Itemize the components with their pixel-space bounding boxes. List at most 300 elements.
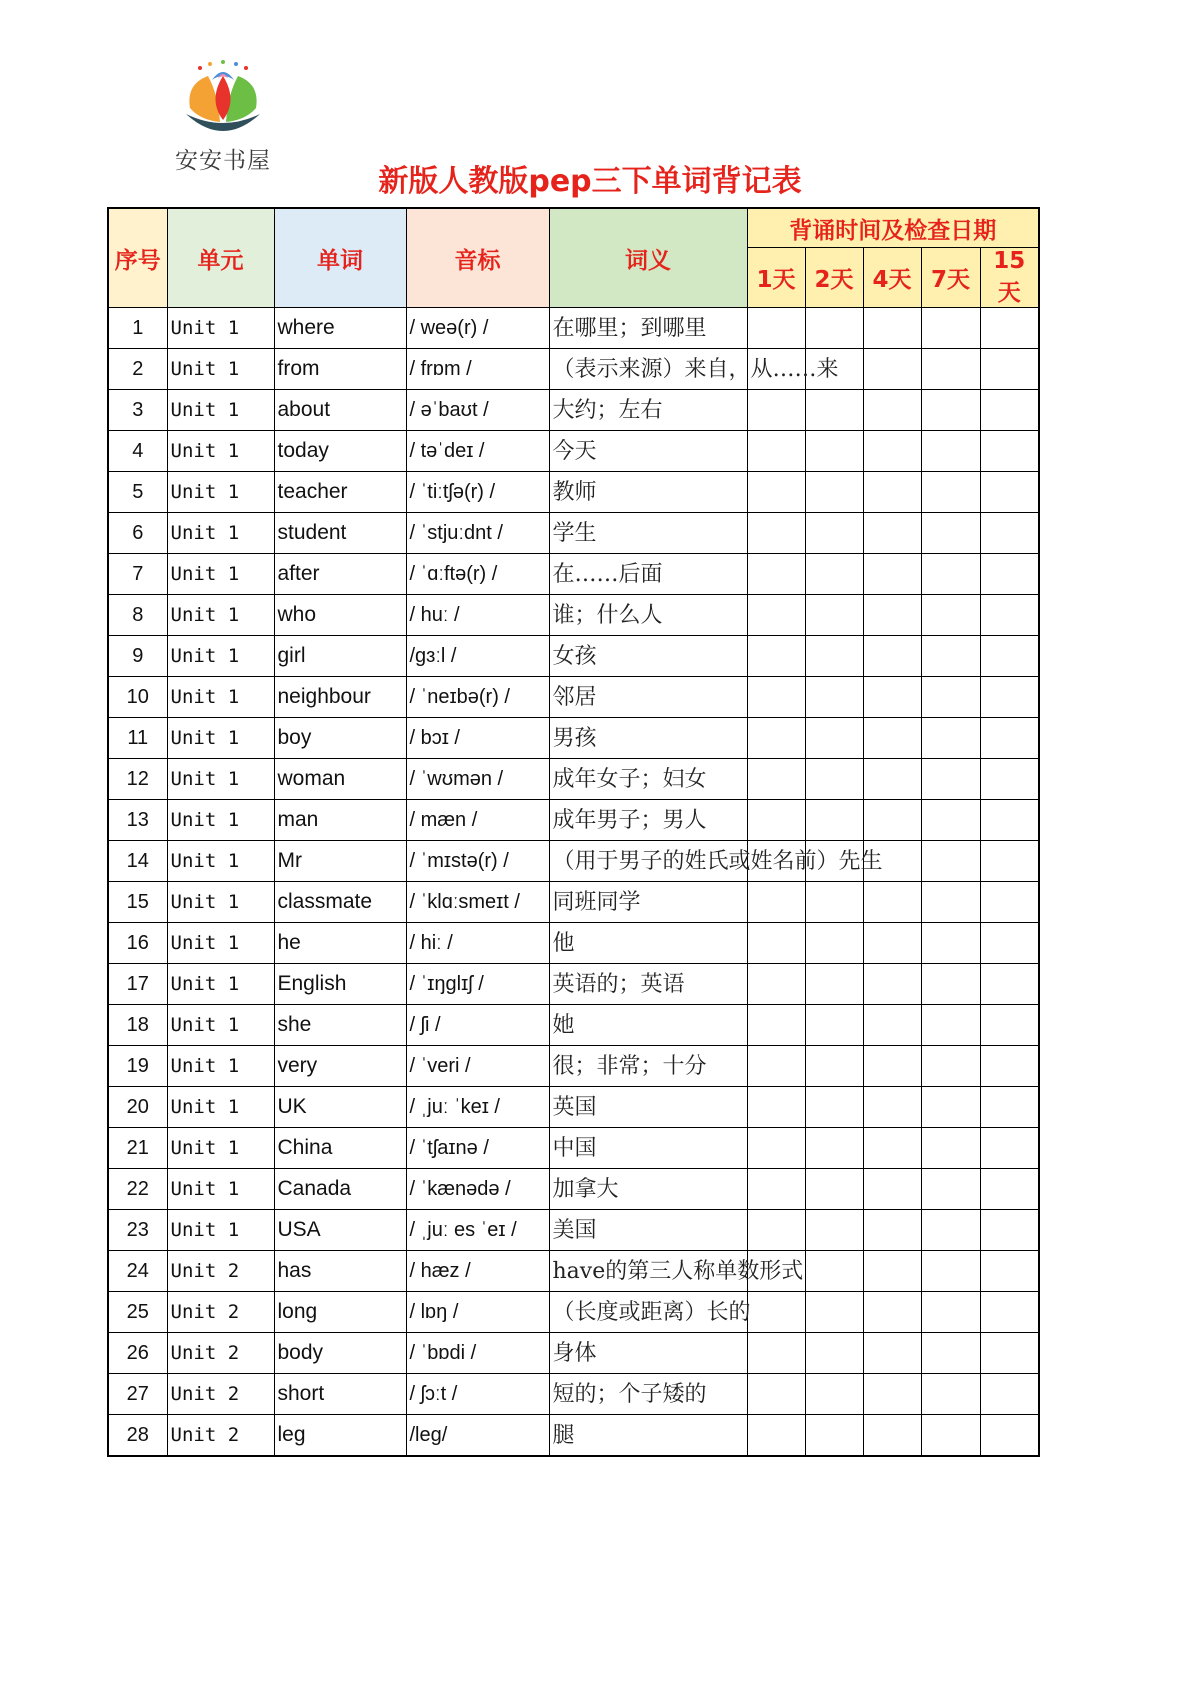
meaning-cell: 英语的；英语	[549, 964, 747, 1005]
row-number: 28	[108, 1415, 167, 1457]
unit-cell: Unit 1	[167, 759, 274, 800]
table-row	[108, 472, 1039, 513]
row-number: 26	[108, 1333, 167, 1374]
review-check-cell	[805, 1333, 863, 1374]
meaning-cell: 身体	[549, 1333, 747, 1374]
header-word: 单词	[274, 208, 406, 308]
table-row	[108, 513, 1039, 554]
table-row	[108, 636, 1039, 677]
row-number: 1	[108, 308, 167, 349]
review-check-cell	[980, 882, 1039, 923]
word-cell: very	[274, 1046, 406, 1087]
table-row	[108, 1005, 1039, 1046]
review-check-cell	[747, 1005, 805, 1046]
word-cell: boy	[274, 718, 406, 759]
review-check-cell	[863, 677, 921, 718]
review-check-cell	[805, 1087, 863, 1128]
table-row	[108, 554, 1039, 595]
row-number: 22	[108, 1169, 167, 1210]
review-check-cell	[805, 472, 863, 513]
review-check-cell	[747, 718, 805, 759]
review-check-cell	[921, 1374, 980, 1415]
review-check-cell	[747, 390, 805, 431]
phonetic-cell: / ˈklɑːsmeɪt /	[406, 882, 549, 923]
phonetic-cell: / lɒŋ /	[406, 1292, 549, 1333]
row-number: 7	[108, 554, 167, 595]
unit-cell: Unit 1	[167, 964, 274, 1005]
review-check-cell	[747, 1046, 805, 1087]
unit-cell: Unit 1	[167, 1005, 274, 1046]
table-row	[108, 1251, 1039, 1292]
word-cell: Mr	[274, 841, 406, 882]
logo-text: 安安书屋	[175, 148, 271, 174]
meaning-cell: 她	[549, 1005, 747, 1046]
review-check-cell	[980, 1005, 1039, 1046]
meaning-cell: （用于男子的姓氏或姓名前）先生	[549, 841, 747, 882]
review-check-cell	[980, 1374, 1039, 1415]
phonetic-cell: / ˌjuː es ˈeɪ /	[406, 1210, 549, 1251]
row-number: 16	[108, 923, 167, 964]
phonetic-cell: / ˈkænədə /	[406, 1169, 549, 1210]
unit-cell: Unit 1	[167, 472, 274, 513]
review-check-cell	[805, 759, 863, 800]
review-check-cell	[921, 882, 980, 923]
unit-cell: Unit 1	[167, 308, 274, 349]
row-number: 17	[108, 964, 167, 1005]
review-check-cell	[921, 1087, 980, 1128]
unit-cell: Unit 1	[167, 718, 274, 759]
meaning-cell: 大约；左右	[549, 390, 747, 431]
review-check-cell	[805, 554, 863, 595]
row-number: 6	[108, 513, 167, 554]
unit-cell: Unit 1	[167, 882, 274, 923]
review-check-cell	[747, 759, 805, 800]
phonetic-cell: / hiː /	[406, 923, 549, 964]
phonetic-cell: / əˈbaʊt /	[406, 390, 549, 431]
unit-cell: Unit 1	[167, 349, 274, 390]
unit-cell: Unit 1	[167, 554, 274, 595]
word-cell: has	[274, 1251, 406, 1292]
phonetic-cell: / ˈstjuːdnt /	[406, 513, 549, 554]
meaning-cell: （长度或距离）长的	[549, 1292, 747, 1333]
unit-cell: Unit 2	[167, 1251, 274, 1292]
phonetic-cell: / ˈveri /	[406, 1046, 549, 1087]
review-check-cell	[805, 800, 863, 841]
review-check-cell	[805, 636, 863, 677]
word-cell: about	[274, 390, 406, 431]
row-number: 15	[108, 882, 167, 923]
review-check-cell	[863, 1169, 921, 1210]
word-cell: English	[274, 964, 406, 1005]
word-cell: from	[274, 349, 406, 390]
review-check-cell	[921, 1292, 980, 1333]
unit-cell: Unit 1	[167, 1087, 274, 1128]
review-check-cell	[980, 800, 1039, 841]
word-cell: classmate	[274, 882, 406, 923]
review-check-cell	[921, 513, 980, 554]
review-check-cell	[805, 923, 863, 964]
meaning-cell: 中国	[549, 1128, 747, 1169]
vocabulary-table	[107, 207, 1040, 1457]
phonetic-cell: / ʃi /	[406, 1005, 549, 1046]
review-check-cell	[921, 964, 980, 1005]
review-check-cell	[805, 1210, 863, 1251]
review-check-cell	[805, 1374, 863, 1415]
row-number: 9	[108, 636, 167, 677]
meaning-cell: 谁；什么人	[549, 595, 747, 636]
review-check-cell	[980, 1292, 1039, 1333]
review-check-cell	[980, 1087, 1039, 1128]
page-title: 新版人教版pep三下单词背记表	[378, 164, 802, 199]
review-check-cell	[921, 1333, 980, 1374]
meaning-cell: 加拿大	[549, 1169, 747, 1210]
phonetic-cell: / ˈtiːtʃə(r) /	[406, 472, 549, 513]
review-check-cell	[863, 1087, 921, 1128]
unit-cell: Unit 1	[167, 841, 274, 882]
table-row	[108, 1169, 1039, 1210]
review-check-cell	[805, 1046, 863, 1087]
word-cell: UK	[274, 1087, 406, 1128]
table-row	[108, 1210, 1039, 1251]
review-check-cell	[863, 964, 921, 1005]
table-row	[108, 1046, 1039, 1087]
unit-cell: Unit 1	[167, 595, 274, 636]
review-check-cell	[863, 595, 921, 636]
word-cell: teacher	[274, 472, 406, 513]
unit-cell: Unit 2	[167, 1292, 274, 1333]
review-check-cell	[747, 882, 805, 923]
review-check-cell	[863, 1128, 921, 1169]
row-number: 21	[108, 1128, 167, 1169]
review-check-cell	[863, 1005, 921, 1046]
review-check-cell	[863, 390, 921, 431]
table-row	[108, 1374, 1039, 1415]
review-check-cell	[980, 349, 1039, 390]
table-row	[108, 800, 1039, 841]
table-row	[108, 349, 1039, 390]
review-check-cell	[863, 1210, 921, 1251]
unit-cell: Unit 1	[167, 636, 274, 677]
review-check-cell	[921, 1128, 980, 1169]
header-day-7: 7天	[921, 248, 980, 308]
phonetic-cell: / ʃɔːt /	[406, 1374, 549, 1415]
review-check-cell	[980, 595, 1039, 636]
review-check-cell	[921, 636, 980, 677]
phonetic-cell: / hæz /	[406, 1251, 549, 1292]
review-check-cell	[980, 759, 1039, 800]
row-number: 11	[108, 718, 167, 759]
review-check-cell	[980, 677, 1039, 718]
review-check-cell	[747, 1292, 805, 1333]
phonetic-cell: / ˈɑːftə(r) /	[406, 554, 549, 595]
word-cell: where	[274, 308, 406, 349]
word-cell: she	[274, 1005, 406, 1046]
table-row	[108, 718, 1039, 759]
unit-cell: Unit 1	[167, 1128, 274, 1169]
table-row	[108, 431, 1039, 472]
review-check-cell	[921, 1005, 980, 1046]
review-check-cell	[747, 677, 805, 718]
review-check-cell	[747, 1374, 805, 1415]
word-cell: who	[274, 595, 406, 636]
review-check-cell	[921, 349, 980, 390]
review-check-cell	[863, 554, 921, 595]
review-check-cell	[980, 718, 1039, 759]
row-number: 2	[108, 349, 167, 390]
review-check-cell	[747, 1087, 805, 1128]
header-review-schedule: 背诵时间及检查日期	[747, 208, 1039, 248]
phonetic-cell: / ˌjuː ˈkeɪ /	[406, 1087, 549, 1128]
row-number: 24	[108, 1251, 167, 1292]
review-check-cell	[805, 677, 863, 718]
unit-cell: Unit 2	[167, 1415, 274, 1457]
row-number: 19	[108, 1046, 167, 1087]
unit-cell: Unit 2	[167, 1333, 274, 1374]
word-cell: man	[274, 800, 406, 841]
row-number: 12	[108, 759, 167, 800]
review-check-cell	[980, 472, 1039, 513]
review-check-cell	[921, 308, 980, 349]
meaning-cell: 在……后面	[549, 554, 747, 595]
table-row	[108, 964, 1039, 1005]
review-check-cell	[805, 595, 863, 636]
review-check-cell	[863, 1251, 921, 1292]
logo	[168, 58, 278, 176]
header-day-15: 15天	[980, 248, 1039, 308]
review-check-cell	[805, 1292, 863, 1333]
lotus-book-logo-icon	[178, 58, 268, 142]
review-check-cell	[805, 513, 863, 554]
meaning-cell: 女孩	[549, 636, 747, 677]
table-row	[108, 841, 1039, 882]
phonetic-cell: / frɒm /	[406, 349, 549, 390]
unit-cell: Unit 1	[167, 390, 274, 431]
review-check-cell	[980, 513, 1039, 554]
review-check-cell	[980, 964, 1039, 1005]
unit-cell: Unit 1	[167, 431, 274, 472]
header-day-1: 1天	[747, 248, 805, 308]
review-check-cell	[980, 390, 1039, 431]
phonetic-cell: / ˈneɪbə(r) /	[406, 677, 549, 718]
row-number: 13	[108, 800, 167, 841]
review-check-cell	[863, 1046, 921, 1087]
unit-cell: Unit 1	[167, 923, 274, 964]
review-check-cell	[863, 636, 921, 677]
review-check-cell	[980, 308, 1039, 349]
unit-cell: Unit 1	[167, 1210, 274, 1251]
review-check-cell	[921, 1210, 980, 1251]
phonetic-cell: / bɔɪ /	[406, 718, 549, 759]
review-check-cell	[805, 431, 863, 472]
review-check-cell	[747, 1333, 805, 1374]
table-row	[108, 759, 1039, 800]
review-check-cell	[863, 431, 921, 472]
review-check-cell	[863, 472, 921, 513]
review-check-cell	[747, 1210, 805, 1251]
review-check-cell	[921, 841, 980, 882]
table-row	[108, 882, 1039, 923]
unit-cell: Unit 1	[167, 513, 274, 554]
meaning-cell: 邻居	[549, 677, 747, 718]
review-check-cell	[921, 554, 980, 595]
review-check-cell	[980, 1251, 1039, 1292]
row-number: 20	[108, 1087, 167, 1128]
review-check-cell	[980, 923, 1039, 964]
table-row	[108, 1087, 1039, 1128]
word-cell: leg	[274, 1415, 406, 1457]
meaning-cell: 今天	[549, 431, 747, 472]
review-check-cell	[747, 923, 805, 964]
review-check-cell	[980, 636, 1039, 677]
phonetic-cell: / ˈɪŋɡlɪʃ /	[406, 964, 549, 1005]
review-check-cell	[921, 1046, 980, 1087]
review-check-cell	[921, 923, 980, 964]
row-number: 25	[108, 1292, 167, 1333]
word-cell: China	[274, 1128, 406, 1169]
word-cell: today	[274, 431, 406, 472]
meaning-cell: 英国	[549, 1087, 747, 1128]
review-check-cell	[921, 1415, 980, 1457]
unit-cell: Unit 1	[167, 1169, 274, 1210]
review-check-cell	[863, 1333, 921, 1374]
header-day-4: 4天	[863, 248, 921, 308]
phonetic-cell: /ɡɜːl /	[406, 636, 549, 677]
unit-cell: Unit 1	[167, 1046, 274, 1087]
meaning-cell: 成年女子；妇女	[549, 759, 747, 800]
review-check-cell	[921, 1251, 980, 1292]
review-check-cell	[863, 308, 921, 349]
meaning-cell: 美国	[549, 1210, 747, 1251]
row-number: 23	[108, 1210, 167, 1251]
review-check-cell	[747, 800, 805, 841]
review-check-cell	[805, 1251, 863, 1292]
review-check-cell	[863, 800, 921, 841]
phonetic-cell: /leɡ/	[406, 1415, 549, 1457]
table-body	[108, 308, 1039, 1457]
header-phonetic: 音标	[406, 208, 549, 308]
review-check-cell	[805, 308, 863, 349]
phonetic-cell: / ˈbɒdi /	[406, 1333, 549, 1374]
row-number: 14	[108, 841, 167, 882]
review-check-cell	[805, 1128, 863, 1169]
word-cell: long	[274, 1292, 406, 1333]
review-check-cell	[747, 308, 805, 349]
table-row	[108, 677, 1039, 718]
word-cell: student	[274, 513, 406, 554]
review-check-cell	[921, 472, 980, 513]
review-check-cell	[921, 431, 980, 472]
word-cell: neighbour	[274, 677, 406, 718]
review-check-cell	[980, 1169, 1039, 1210]
word-cell: short	[274, 1374, 406, 1415]
row-number: 10	[108, 677, 167, 718]
review-check-cell	[980, 1128, 1039, 1169]
review-check-cell	[747, 554, 805, 595]
review-check-cell	[863, 1374, 921, 1415]
review-check-cell	[980, 1210, 1039, 1251]
review-check-cell	[805, 882, 863, 923]
table-row	[108, 923, 1039, 964]
meaning-cell: 成年男子；男人	[549, 800, 747, 841]
meaning-cell: 男孩	[549, 718, 747, 759]
phonetic-cell: / mæn /	[406, 800, 549, 841]
review-check-cell	[805, 1415, 863, 1457]
review-check-cell	[805, 964, 863, 1005]
word-cell: woman	[274, 759, 406, 800]
phonetic-cell: / təˈdeɪ /	[406, 431, 549, 472]
review-check-cell	[863, 923, 921, 964]
review-check-cell	[805, 718, 863, 759]
review-check-cell	[980, 1415, 1039, 1457]
header-meaning: 词义	[549, 208, 747, 308]
row-number: 5	[108, 472, 167, 513]
meaning-cell: 腿	[549, 1415, 747, 1457]
phonetic-cell: / huː /	[406, 595, 549, 636]
phonetic-cell: / ˈmɪstə(r) /	[406, 841, 549, 882]
review-check-cell	[747, 964, 805, 1005]
header-unit: 单元	[167, 208, 274, 308]
review-check-cell	[921, 718, 980, 759]
review-check-cell	[747, 431, 805, 472]
review-check-cell	[980, 1046, 1039, 1087]
word-cell: after	[274, 554, 406, 595]
review-check-cell	[863, 1292, 921, 1333]
word-cell: USA	[274, 1210, 406, 1251]
word-cell: girl	[274, 636, 406, 677]
meaning-cell: 教师	[549, 472, 747, 513]
review-check-cell	[921, 800, 980, 841]
phonetic-cell: / ˈwʊmən /	[406, 759, 549, 800]
unit-cell: Unit 1	[167, 800, 274, 841]
row-number: 27	[108, 1374, 167, 1415]
meaning-cell: have的第三人称单数形式	[549, 1251, 747, 1292]
review-check-cell	[863, 882, 921, 923]
meaning-cell: 很；非常；十分	[549, 1046, 747, 1087]
review-check-cell	[805, 1005, 863, 1046]
table-row	[108, 308, 1039, 349]
word-cell: body	[274, 1333, 406, 1374]
review-check-cell	[747, 1169, 805, 1210]
review-check-cell	[747, 636, 805, 677]
review-check-cell	[863, 718, 921, 759]
table-header	[108, 208, 1039, 308]
word-cell: he	[274, 923, 406, 964]
row-number: 4	[108, 431, 167, 472]
review-check-cell	[863, 759, 921, 800]
review-check-cell	[921, 1169, 980, 1210]
table-row	[108, 390, 1039, 431]
phonetic-cell: / ˈtʃaɪnə /	[406, 1128, 549, 1169]
review-check-cell	[980, 431, 1039, 472]
row-number: 18	[108, 1005, 167, 1046]
meaning-cell: 他	[549, 923, 747, 964]
table-row	[108, 1128, 1039, 1169]
review-check-cell	[805, 390, 863, 431]
review-check-cell	[863, 1415, 921, 1457]
row-number: 8	[108, 595, 167, 636]
review-check-cell	[747, 1128, 805, 1169]
review-check-cell	[863, 349, 921, 390]
review-check-cell	[980, 841, 1039, 882]
table-row	[108, 595, 1039, 636]
table-row	[108, 1333, 1039, 1374]
review-check-cell	[921, 759, 980, 800]
review-check-cell	[863, 513, 921, 554]
review-check-cell	[747, 595, 805, 636]
row-number: 3	[108, 390, 167, 431]
review-check-cell	[980, 554, 1039, 595]
review-check-cell	[921, 595, 980, 636]
